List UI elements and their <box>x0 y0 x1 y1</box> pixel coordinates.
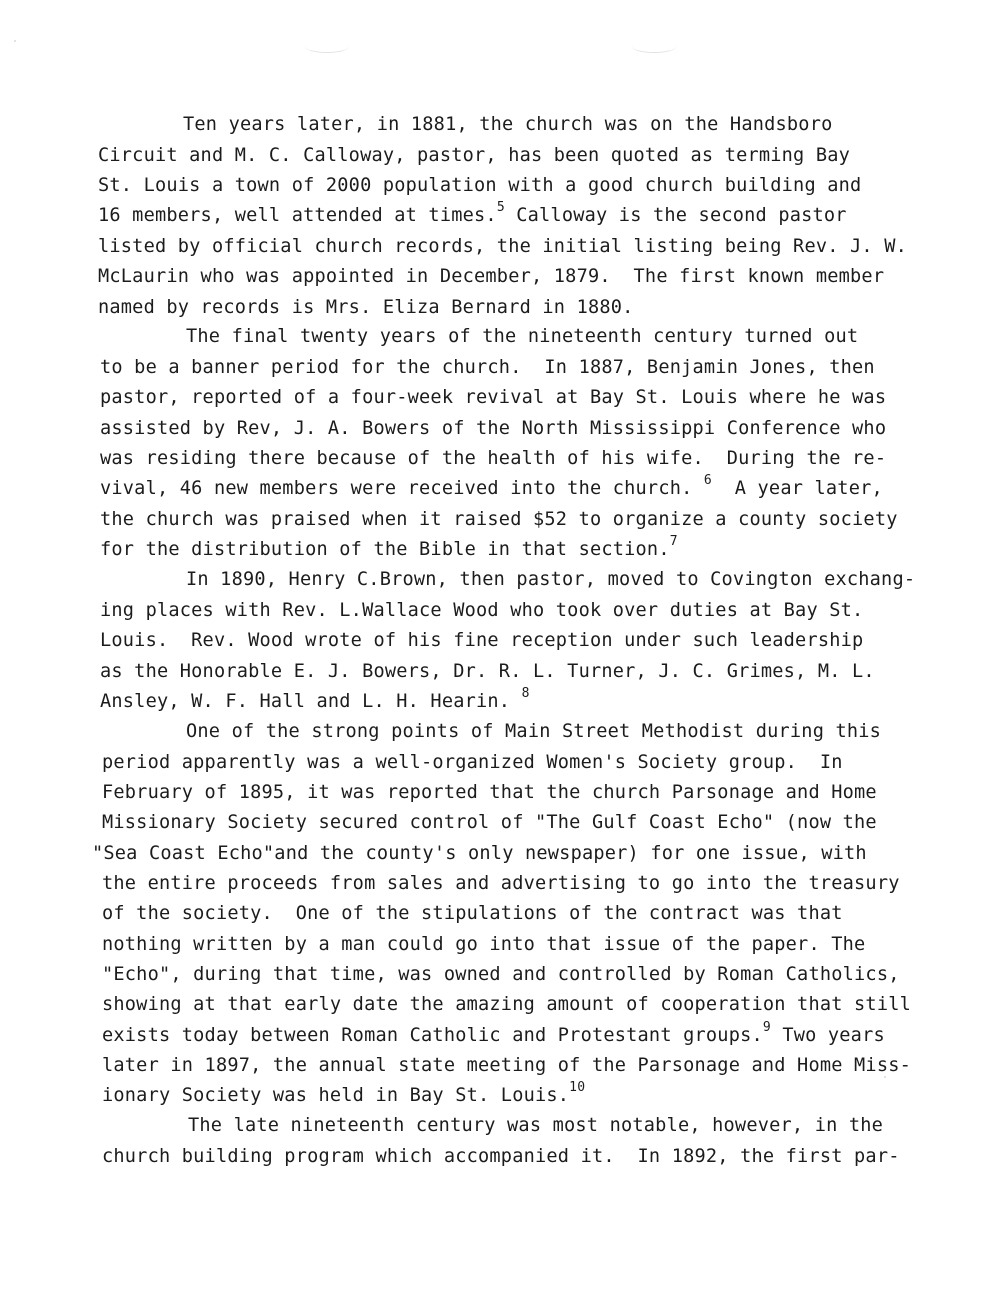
text-line <box>100 472 883 500</box>
scan-mark <box>305 40 349 53</box>
scan-speck <box>14 40 16 42</box>
text-line: nothing written by a man could go into that issue of the paper. The <box>102 934 866 955</box>
text-span: A year later, <box>734 478 883 499</box>
text-span: for the distribution of the Bible in that section. <box>100 539 670 560</box>
text-line: pastor, reported of a four-week revival at Bay St. Louis where he was <box>100 387 887 408</box>
text-line: the entire proceeds from sales and advertising to go into the treasury <box>102 873 900 894</box>
text-span: vival, 46 new members were received into the church. <box>100 478 693 499</box>
text-line: In 1890, Henry C.Brown, then pastor, moved to Covington exchang- <box>186 569 916 590</box>
text-line <box>100 533 678 561</box>
text-span: exists today between Roman Catholic and Protestant groups. <box>102 1025 763 1046</box>
text-line: later in 1897, the annual state meeting of the Parsonage and Home Miss- <box>102 1055 912 1076</box>
text-line: Louis. Rev. Wood wrote of his fine reception under such leadership <box>100 630 864 651</box>
text-line: to be a banner period for the church. In 1887, Benjamin Jones, then <box>100 357 875 378</box>
text-line: Ten years later, in 1881, the church was on the Handsboro <box>183 114 833 135</box>
text-line: named by records is Mrs. Eliza Bernard in 1880. <box>98 297 634 318</box>
text-line: McLaurin who was appointed in December, 1879. The first known member <box>98 266 885 287</box>
text-line: the church was praised when it raised $52 to organize a county society <box>100 509 898 530</box>
text-line: Circuit and M. C. Calloway, pastor, has been quoted as terming Bay <box>98 145 851 166</box>
footnote-marker: 10 <box>569 1079 586 1095</box>
text-span: ionary Society was held in Bay St. Louis. <box>102 1085 570 1106</box>
text-line <box>102 1019 885 1047</box>
text-line <box>100 685 530 713</box>
scan-mark <box>632 40 676 53</box>
text-span: Ansley, W. F. Hall and L. H. Hearin. <box>100 691 511 712</box>
text-line: "Echo", during that time, was owned and controlled by Roman Catholics, <box>102 964 900 985</box>
text-line: St. Louis a town of 2000 population with a good church building and <box>98 175 862 196</box>
text-line: February of 1895, it was reported that the church Parsonage and Home <box>102 782 877 803</box>
text-span: Two years <box>782 1025 885 1046</box>
text-span: Calloway is the second pastor <box>516 205 847 226</box>
text-line: One of the strong points of Main Street Methodist during this <box>186 721 882 742</box>
text-line: Missionary Society secured control of "The Gulf Coast Echo" (now the <box>102 812 877 833</box>
text-line: period apparently was a well-organized Women's Society group. In <box>102 752 843 773</box>
text-line: The late nineteenth century was most notable, however, in the <box>188 1115 884 1136</box>
text-line: was residing there because of the health of his wife. During the re- <box>100 448 887 469</box>
footnote-marker: 7 <box>669 533 678 549</box>
text-line: assisted by Rev, J. A. Bowers of the North Mississippi Conference who <box>100 418 887 439</box>
text-line: The final twenty years of the nineteenth century turned out <box>186 326 859 347</box>
text-line: ing places with Rev. L.Wallace Wood who took over duties at Bay St. <box>100 600 864 621</box>
footnote-marker: 9 <box>762 1019 771 1035</box>
text-line: listed by official church records, the initial listing being Rev. J. W. <box>98 236 908 257</box>
text-line: "Sea Coast Echo"and the county's only newspaper) for one issue, with <box>92 843 867 864</box>
text-line: church building program which accompanied it. In 1892, the first par- <box>102 1146 900 1167</box>
text-span: 16 members, well attended at times. <box>98 205 497 226</box>
footnote-marker: 5 <box>496 199 505 215</box>
text-line <box>98 199 847 227</box>
footnote-marker: 6 <box>703 472 712 488</box>
text-line: of the society. One of the stipulations of the contract was that <box>102 903 843 924</box>
text-line: as the Honorable E. J. Bowers, Dr. R. L. Turner, J. C. Grimes, M. L. <box>100 661 875 682</box>
footnote-marker: 8 <box>521 685 530 701</box>
text-line <box>102 1079 586 1107</box>
text-line: showing at that early date the amazing amount of cooperation that still <box>102 994 912 1015</box>
